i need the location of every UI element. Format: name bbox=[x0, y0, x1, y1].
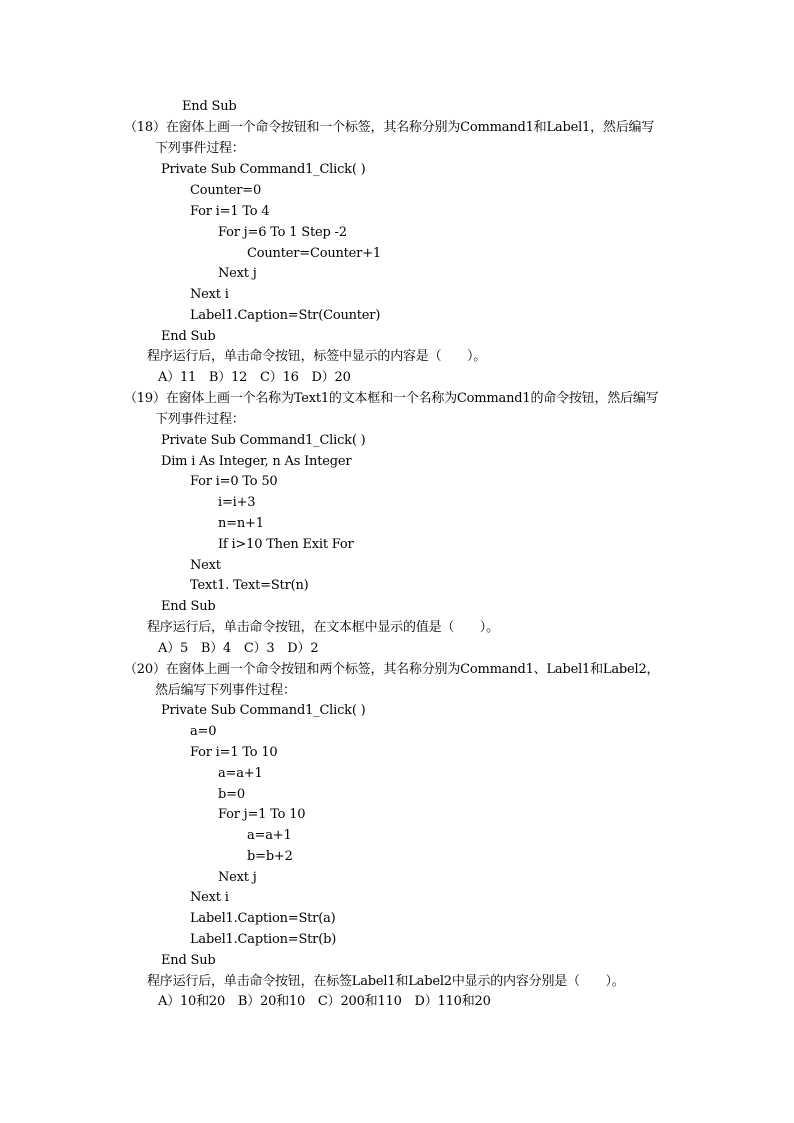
code-line: Label1.Caption=Str(a) bbox=[190, 911, 336, 926]
question-19-text: （19）在窗体上画一个名称为Text1的文本框和一个名称为Command1的命令按钮，然后编写 bbox=[124, 391, 659, 406]
code-line: If i>10 Then Exit For bbox=[218, 537, 354, 552]
question-18-text: （18）在窗体上画一个命令按钮和一个标签，其名称分别为Command1和Label1，然后编写 bbox=[124, 120, 655, 135]
code-line: a=a+1 bbox=[218, 766, 263, 781]
code-line: End Sub bbox=[161, 953, 216, 968]
question-19-text-cont: 下列事件过程： bbox=[155, 412, 245, 427]
code-line: Next i bbox=[190, 890, 229, 905]
question-19-prompt: 程序运行后，单击命令按钮，在文本框中显示的值是（ ）。 bbox=[147, 620, 499, 635]
code-line: End Sub bbox=[161, 329, 216, 344]
code-line: n=n+1 bbox=[218, 516, 264, 531]
code-line: Dim i As Integer, n As Integer bbox=[161, 454, 352, 469]
code-line: Private Sub Command1_Click( ) bbox=[161, 703, 366, 718]
code-line: Next bbox=[190, 558, 221, 573]
question-18-text-cont: 下列事件过程： bbox=[155, 141, 245, 156]
code-line: Counter=0 bbox=[190, 183, 262, 198]
code-line: Text1. Text=Str(n) bbox=[190, 578, 309, 593]
question-18-prompt: 程序运行后，单击命令按钮，标签中显示的内容是（ ）。 bbox=[147, 349, 487, 364]
code-line: Private Sub Command1_Click( ) bbox=[161, 433, 366, 448]
code-line: For i=0 To 50 bbox=[190, 474, 278, 489]
question-20-text-cont: 然后编写下列事件过程： bbox=[155, 683, 296, 698]
question-20-text: （20）在窗体上画一个命令按钮和两个标签，其名称分别为Command1、Label1和Label2， bbox=[124, 662, 660, 677]
code-line: b=0 bbox=[218, 787, 245, 802]
question-19-options: A）5 B）4 C）3 D）2 bbox=[158, 641, 319, 656]
question-18-options: A）11 B）12 C）16 D）20 bbox=[158, 370, 351, 385]
code-line: For j=1 To 10 bbox=[218, 807, 306, 822]
code-line: For i=1 To 10 bbox=[190, 745, 278, 760]
code-line: Next j bbox=[218, 870, 257, 885]
code-line: a=a+1 bbox=[247, 828, 292, 843]
code-line: Next i bbox=[190, 287, 229, 302]
code-line: a=0 bbox=[190, 724, 217, 739]
code-line: b=b+2 bbox=[247, 849, 293, 864]
code-line: For j=6 To 1 Step -2 bbox=[218, 225, 347, 240]
code-line: Label1.Caption=Str(Counter) bbox=[190, 308, 381, 323]
question-20-prompt: 程序运行后，单击命令按钮，在标签Label1和Label2中显示的内容分别是（ ）。 bbox=[147, 974, 625, 989]
question-20-options: A）10和20 B）20和10 C）200和110 D）110和20 bbox=[158, 994, 491, 1009]
code-line: i=i+3 bbox=[218, 495, 256, 510]
code-line: Label1.Caption=Str(b) bbox=[190, 932, 337, 947]
code-line: Counter=Counter+1 bbox=[247, 246, 381, 261]
code-line: For i=1 To 4 bbox=[190, 204, 270, 219]
code-line: Next j bbox=[218, 266, 257, 281]
code-line: Private Sub Command1_Click( ) bbox=[161, 162, 366, 177]
code-line: End Sub bbox=[182, 99, 237, 114]
code-line: End Sub bbox=[161, 599, 216, 614]
